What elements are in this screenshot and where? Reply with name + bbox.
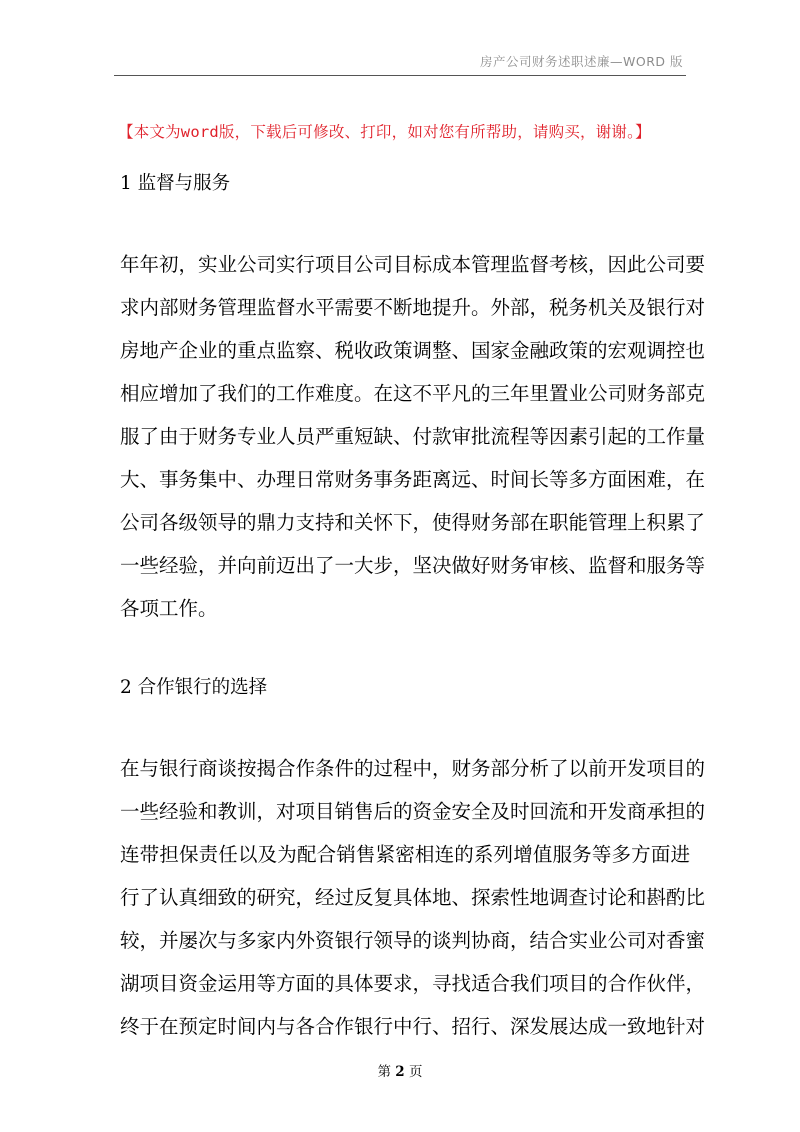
page-number: 2 [395,1064,405,1080]
text-line: 相应增加了我们的工作难度。在这不平凡的三年里置业公司财务部克 [120,382,706,405]
page-footer [0,1060,800,1080]
text-line: 各项工作。 [120,597,218,620]
page-label-prefix: 第 [377,1064,391,1080]
text-line: 湖项目资金运用等方面的具体要求，寻找适合我们项目的合作伙伴， [120,972,706,995]
section-2-paragraph [120,747,706,1048]
text-line: 求内部财务管理监督水平需要不断地提升。外部，税务机关及银行对 [120,296,706,319]
text-line: 连带担保责任以及为配合销售紧密相连的系列增值服务等多方面进 [120,843,690,866]
section-heading-1: 1 监督与服务 [120,173,231,194]
section-1-paragraph [120,243,706,630]
text-line: 较，并屡次与多家内外资银行领导的谈判协商，结合实业公司对香蜜 [120,929,706,952]
text-line: 公司各级领导的鼎力支持和关怀下，使得财务部在职能管理上积累了 [120,511,706,534]
running-header-title: 房产公司财务述职述廉—WORD 版 [480,54,683,69]
text-line: 一些经验，并向前迈出了一大步，坚决做好财务审核、监督和服务等 [120,554,706,577]
text-line: 终于在预定时间内与各合作银行中行、招行、深发展达成一致地针对 [120,1015,706,1038]
text-line: 年年初，实业公司实行项目公司目标成本管理监督考核，因此公司要 [120,253,706,276]
text-line: 房地产企业的重点监察、税收政策调整、国家金融政策的宏观调控也 [120,339,706,362]
purchase-notice: 【本文为word版，下载后可修改、打印，如对您有所帮助，请购买，谢谢。】 [118,123,651,141]
text-line: 一些经验和教训，对项目销售后的资金安全及时回流和开发商承担的 [120,800,706,823]
text-line: 在与银行商谈按揭合作条件的过程中，财务部分析了以前开发项目的 [120,757,706,780]
section-heading-2: 2 合作银行的选择 [120,677,268,698]
text-line: 行了认真细致的研究，经过反复具体地、探索性地调查讨论和斟酌比 [120,886,706,909]
page-label-suffix: 页 [409,1064,423,1080]
header-divider [114,75,686,76]
text-line: 服了由于财务专业人员严重短缺、付款审批流程等因素引起的工作量 [120,425,706,448]
text-line: 大、事务集中、办理日常财务事务距离远、时间长等多方面困难，在 [120,468,706,491]
